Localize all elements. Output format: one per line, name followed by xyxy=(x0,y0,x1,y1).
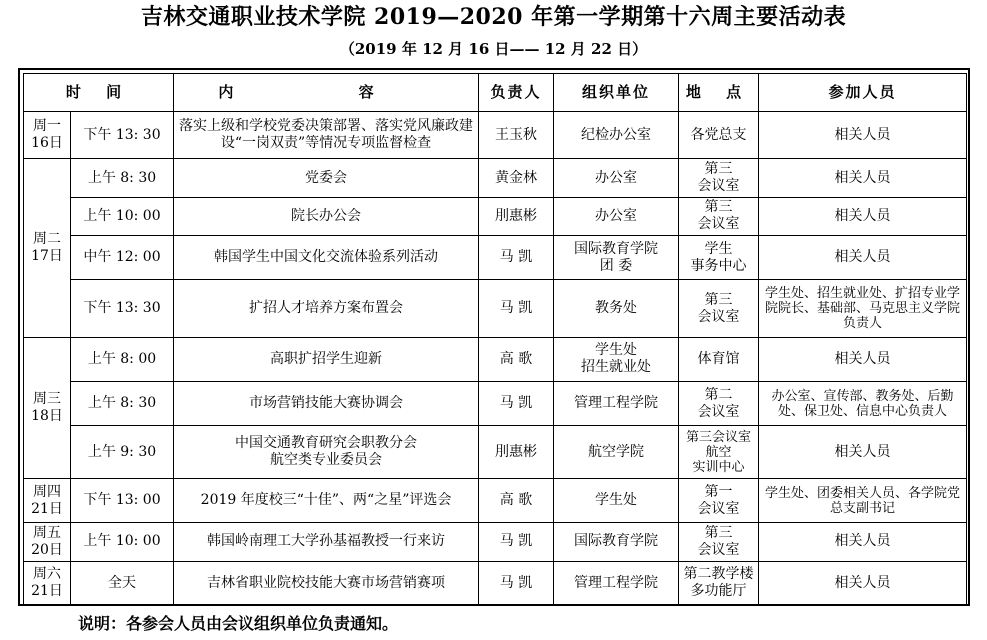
activity-table xyxy=(23,73,967,606)
person-cell: 高 歌 xyxy=(479,337,554,381)
participants-cell: 相关人员 xyxy=(759,112,967,159)
person-cell: 马 凯 xyxy=(479,561,554,605)
header-place: 地 点 xyxy=(679,74,759,112)
table-row xyxy=(24,235,967,279)
day-cell: 周一 16日 xyxy=(24,112,71,159)
table-row xyxy=(24,426,967,478)
participants-cell: 学生处、招生就业处、扩招专业学院院长、基础部、马克思主义学院负责人 xyxy=(759,280,967,337)
table-row xyxy=(24,382,967,426)
place-cell: 第三 会议室 xyxy=(679,159,759,197)
place-cell: 体育馆 xyxy=(679,337,759,381)
content-cell: 2019 年度校三“十佳”、两“之星”评选会 xyxy=(174,478,479,522)
time-cell: 上午 10: 00 xyxy=(71,523,174,561)
content-cell: 扩招人才培养方案布置会 xyxy=(174,280,479,337)
day-cell: 周四 21日 xyxy=(24,478,71,522)
place-cell: 第三 会议室 xyxy=(679,523,759,561)
org-cell: 教务处 xyxy=(554,280,679,337)
table-row xyxy=(24,280,967,337)
participants-cell: 学生处、团委相关人员、各学院党总支副书记 xyxy=(759,478,967,522)
org-cell: 办公室 xyxy=(554,197,679,235)
place-cell: 第三 会议室 xyxy=(679,197,759,235)
table-row xyxy=(24,561,967,605)
person-cell: 刖惠彬 xyxy=(479,426,554,478)
day-cell: 周三 18日 xyxy=(24,337,71,478)
person-cell: 马 凯 xyxy=(479,235,554,279)
time-cell: 下午 13: 00 xyxy=(71,478,174,522)
page-title: 吉林交通职业技术学院 2019—2020 年第一学期第十六周主要活动表 xyxy=(140,4,847,30)
table-row xyxy=(24,337,967,381)
place-cell: 第三 会议室 xyxy=(679,280,759,337)
header-org: 组织单位 xyxy=(554,74,679,112)
header-content: 内 容 xyxy=(174,74,479,112)
table-row xyxy=(24,478,967,522)
org-cell: 国际教育学院 xyxy=(554,523,679,561)
table-body xyxy=(24,112,967,606)
person-cell: 王玉秋 xyxy=(479,112,554,159)
person-cell: 黄金林 xyxy=(479,159,554,197)
table-row xyxy=(24,159,967,197)
time-cell: 上午 10: 00 xyxy=(71,197,174,235)
time-cell: 上午 8: 30 xyxy=(71,159,174,197)
person-cell: 马 凯 xyxy=(479,382,554,426)
content-cell: 高职扩招学生迎新 xyxy=(174,337,479,381)
time-cell: 中午 12: 00 xyxy=(71,235,174,279)
org-cell: 航空学院 xyxy=(554,426,679,478)
participants-cell: 相关人员 xyxy=(759,337,967,381)
day-cell: 周六 21日 xyxy=(24,561,71,605)
place-cell: 第一 会议室 xyxy=(679,478,759,522)
header-time: 时 间 xyxy=(24,74,174,112)
org-cell: 管理工程学院 xyxy=(554,382,679,426)
table-row xyxy=(24,112,967,159)
participants-cell: 相关人员 xyxy=(759,523,967,561)
content-cell: 吉林省职业院校技能大赛市场营销赛项 xyxy=(174,561,479,605)
time-cell: 全天 xyxy=(71,561,174,605)
time-cell: 上午 8: 30 xyxy=(71,382,174,426)
day-cell: 周二 17日 xyxy=(24,159,71,337)
participants-cell: 相关人员 xyxy=(759,197,967,235)
place-cell: 第二教学楼 多功能厅 xyxy=(679,561,759,605)
content-cell: 党委会 xyxy=(174,159,479,197)
participants-cell: 办公室、宣传部、教务处、后勤处、保卫处、信息中心负责人 xyxy=(759,382,967,426)
person-cell: 马 凯 xyxy=(479,280,554,337)
place-cell: 各党总支 xyxy=(679,112,759,159)
time-cell: 下午 13: 30 xyxy=(71,112,174,159)
place-cell: 第三会议室 航空 实训中心 xyxy=(679,426,759,478)
org-cell: 办公室 xyxy=(554,159,679,197)
org-cell: 纪检办公室 xyxy=(554,112,679,159)
org-cell: 学生处 xyxy=(554,478,679,522)
participants-cell: 相关人员 xyxy=(759,235,967,279)
person-cell: 马 凯 xyxy=(479,523,554,561)
org-cell: 国际教育学院 团 委 xyxy=(554,235,679,279)
content-cell: 落实上级和学校党委决策部署、落实党风廉政建设“一岗双责”等情况专项监督检查 xyxy=(174,112,479,159)
participants-cell: 相关人员 xyxy=(759,159,967,197)
table-row xyxy=(24,197,967,235)
day-cell: 周五 20日 xyxy=(24,523,71,561)
content-cell: 中国交通教育研究会职教分会 航空类专业委员会 xyxy=(174,426,479,478)
header-participants: 参加人员 xyxy=(759,74,967,112)
header-row xyxy=(24,74,967,112)
header-person: 负责人 xyxy=(479,74,554,112)
participants-cell: 相关人员 xyxy=(759,561,967,605)
place-cell: 第二 会议室 xyxy=(679,382,759,426)
person-cell: 高 歌 xyxy=(479,478,554,522)
place-cell: 学生 事务中心 xyxy=(679,235,759,279)
table-row xyxy=(24,523,967,561)
participants-cell: 相关人员 xyxy=(759,426,967,478)
person-cell: 刖惠彬 xyxy=(479,197,554,235)
footer-note: 说明：各参会人员由会议组织单位负责通知。 xyxy=(78,614,399,633)
content-cell: 韩国学生中国文化交流体验系列活动 xyxy=(174,235,479,279)
org-cell: 学生处 招生就业处 xyxy=(554,337,679,381)
time-cell: 下午 13: 30 xyxy=(71,280,174,337)
content-cell: 院长办公会 xyxy=(174,197,479,235)
page-subtitle: （2019 年 12 月 16 日—— 12 月 22 日） xyxy=(339,40,648,58)
time-cell: 上午 9: 30 xyxy=(71,426,174,478)
content-cell: 韩国岭南理工大学孙基福教授一行来访 xyxy=(174,523,479,561)
time-cell: 上午 8: 00 xyxy=(71,337,174,381)
org-cell: 管理工程学院 xyxy=(554,561,679,605)
content-cell: 市场营销技能大赛协调会 xyxy=(174,382,479,426)
